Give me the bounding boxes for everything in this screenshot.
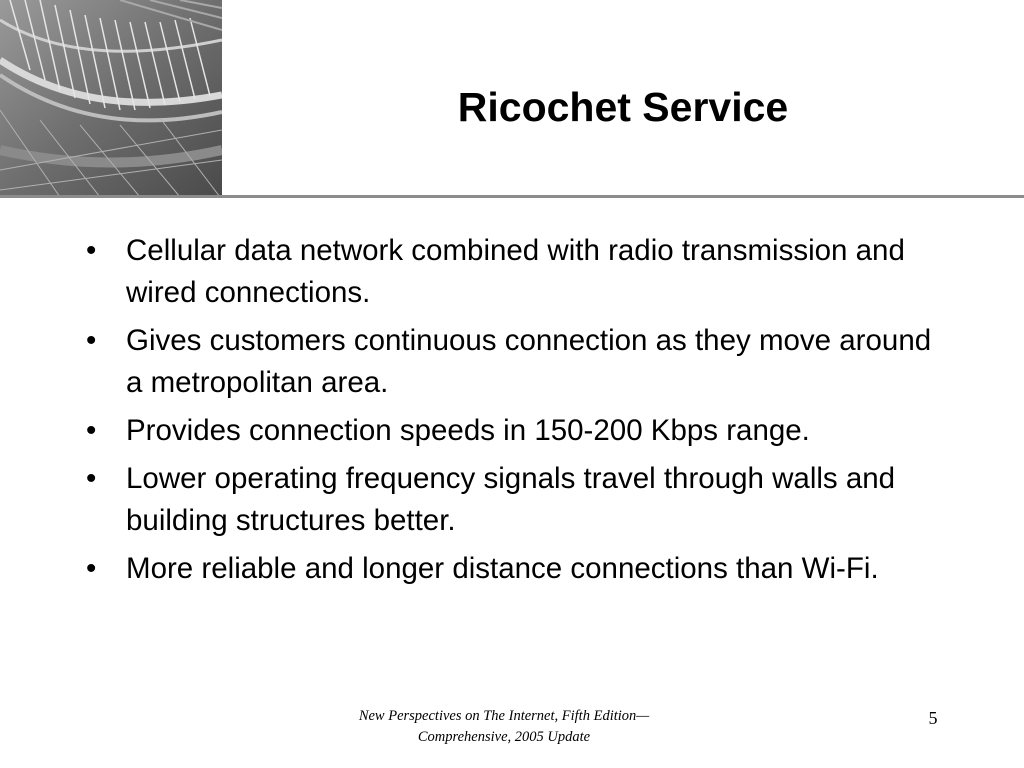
architecture-image [0, 0, 222, 197]
bullet-text: Lower operating frequency signals travel through walls and building structures better. [126, 462, 896, 537]
bullet-item [86, 548, 936, 590]
footer-citation [300, 706, 708, 748]
bullet-marker: • [86, 462, 97, 495]
bullet-marker: • [86, 324, 97, 357]
slide-title: Ricochet Service [457, 84, 789, 130]
bullet-text: More reliable and longer distance connections than Wi-Fi. [126, 552, 879, 585]
bullet-text: Cellular data network combined with radio transmission and wired connections. [126, 234, 905, 309]
bullet-list [86, 230, 936, 596]
footer-line-1: New Perspectives on The Internet, Fifth Edition— [358, 708, 650, 724]
bullet-text: Gives customers continuous connection as they move around a metropolitan area. [126, 324, 932, 399]
bullet-item [86, 410, 936, 452]
bullet-item [86, 230, 936, 314]
bullet-item [86, 458, 936, 542]
bullet-marker: • [86, 552, 97, 585]
header-divider [0, 195, 1024, 198]
bullet-text: Provides connection speeds in 150-200 Kbps range. [126, 414, 810, 447]
header-architecture-photo [0, 0, 222, 197]
footer-line-2: Comprehensive, 2005 Update [417, 729, 591, 745]
bullet-marker: • [86, 414, 97, 447]
bullet-item [86, 320, 936, 404]
page-number: 5 [928, 708, 938, 728]
bullet-marker: • [86, 234, 97, 267]
